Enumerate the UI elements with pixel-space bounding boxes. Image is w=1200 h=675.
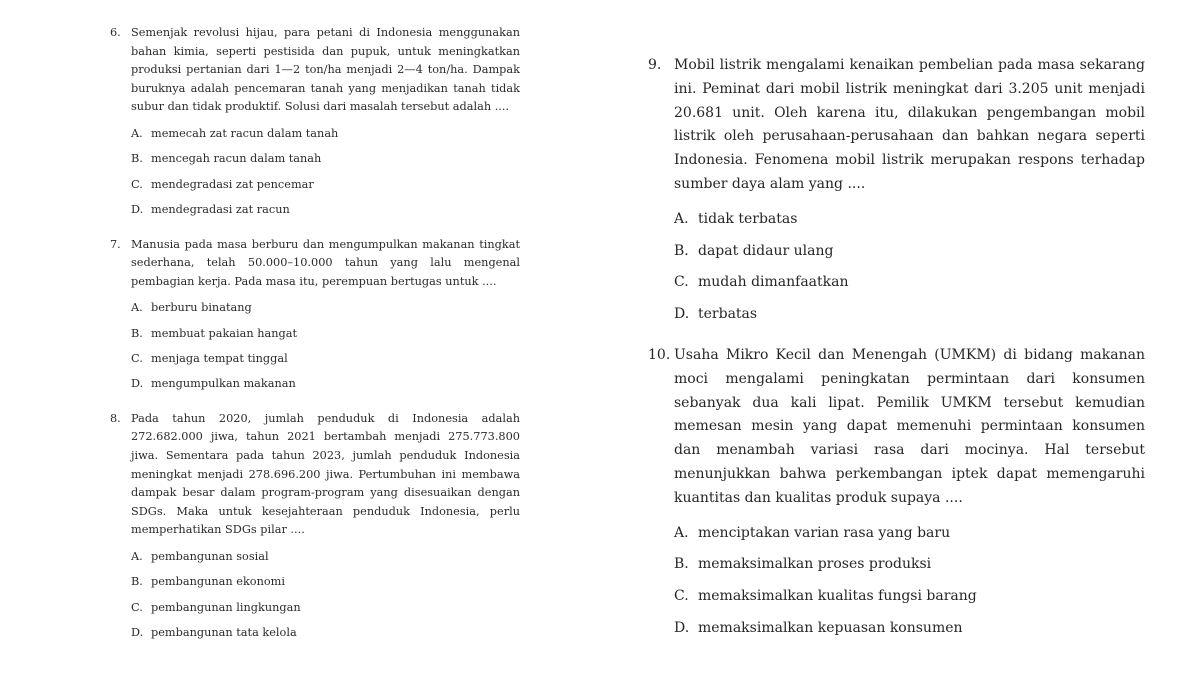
- option-text: pembangunan ekonomi: [151, 575, 285, 589]
- option-text: berburu binatang: [151, 301, 252, 315]
- option-b[interactable]: [674, 549, 1145, 581]
- option-text: pembangunan tata kelola: [151, 626, 297, 640]
- option-label: D.: [131, 377, 144, 391]
- option-label: D.: [674, 306, 690, 323]
- option-a[interactable]: [131, 121, 520, 146]
- option-b[interactable]: [131, 569, 520, 594]
- option-d[interactable]: [131, 620, 520, 645]
- question-stem: [648, 54, 1145, 197]
- option-text: dapat didaur ulang: [698, 242, 834, 259]
- question-6: [110, 24, 520, 223]
- option-c[interactable]: [674, 581, 1145, 613]
- option-text: memaksimalkan kepuasan konsumen: [698, 619, 963, 636]
- question-10: [648, 344, 1145, 645]
- option-label: C.: [131, 352, 143, 366]
- option-d[interactable]: [131, 371, 520, 396]
- option-label: D.: [131, 203, 144, 217]
- option-label: A.: [131, 126, 143, 140]
- question-stem: [110, 236, 520, 292]
- option-b[interactable]: [131, 321, 520, 346]
- option-text: mengumpulkan makanan: [151, 377, 296, 391]
- option-d[interactable]: [674, 613, 1145, 645]
- question-number: 8.: [110, 411, 121, 425]
- option-c[interactable]: [131, 595, 520, 620]
- answer-options: [131, 544, 520, 646]
- option-label: D.: [131, 626, 144, 640]
- option-label: A.: [674, 210, 689, 227]
- question-7: [110, 236, 520, 397]
- answer-options: [674, 204, 1145, 331]
- option-label: C.: [131, 600, 143, 614]
- option-text: mendegradasi zat pencemar: [151, 177, 314, 191]
- option-a[interactable]: [674, 518, 1145, 550]
- option-text: memecah zat racun dalam tanah: [151, 126, 339, 140]
- question-number: 10.: [648, 346, 671, 363]
- option-text: menciptakan varian rasa yang baru: [698, 524, 951, 541]
- option-text: terbatas: [698, 306, 758, 323]
- question-text: Pada tahun 2020, jumlah penduduk di Indonesia adalah 272.682.000 jiwa, tahun 2021 bertambah menjadi 275.773.800 jiwa. Sementara pada tahun 2023, jumlah penduduk Indonesia meningkat menjadi 278.696.200 jiwa. Pertumbuhan ini membawa dampak besar dalam program-program yang disesuaikan dengan SDGs. Maka untuk kesejahteraan penduduk Indonesia, perlu memperhatikan SDGs pilar ....: [131, 411, 520, 537]
- option-text: membuat pakaian hangat: [151, 326, 298, 340]
- option-d[interactable]: [131, 197, 520, 222]
- question-text: Usaha Mikro Kecil dan Menengah (UMKM) di bidang makanan moci mengalami peningkatan permintaan dari konsumen sebanyak dua kali lipat. Pemilik UMKM tersebut kemudian memesan mesin yang dapat memenuhi permintaan konsumen dan menambah variasi rasa dari mocinya. Hal tersebut menunjukkan bahwa perkembangan iptek dapat memengaruhi kuantitas dan kualitas produk supaya ....: [674, 346, 1145, 506]
- option-text: pembangunan sosial: [151, 550, 269, 564]
- option-d[interactable]: [674, 299, 1145, 331]
- option-text: pembangunan lingkungan: [151, 600, 301, 614]
- question-stem: [110, 410, 520, 540]
- option-text: memaksimalkan proses produksi: [698, 556, 932, 573]
- question-text: Mobil listrik mengalami kenaikan pembelian pada masa sekarang ini. Peminat dari mobil listrik meningkat dari 3.205 unit menjadi 20.681 unit. Oleh karena itu, dilakukan pengembangan mobil listrik oleh perusahaan-perusahaan dan bahkan negara seperti Indonesia. Fenomena mobil listrik merupakan respons terhadap sumber daya alam yang ....: [674, 57, 1145, 192]
- question-stem: [110, 24, 520, 117]
- option-c[interactable]: [674, 267, 1145, 299]
- question-text: Semenjak revolusi hijau, para petani di Indonesia menggunakan bahan kimia, seperti pestisida dan pupuk, untuk meningkatkan produksi pertanian dari 1—2 ton/ha menjadi 2—4 ton/ha. Dampak buruknya adalah pencemaran tanah yang menjadikan tanah tidak subur dan tidak produktif. Solusi dari masalah tersebut adalah ....: [131, 26, 520, 114]
- option-a[interactable]: [131, 295, 520, 320]
- question-number: 9.: [648, 57, 662, 73]
- option-label: B.: [674, 242, 689, 259]
- option-b[interactable]: [131, 146, 520, 171]
- option-label: D.: [674, 619, 690, 636]
- option-label: B.: [131, 326, 143, 340]
- option-text: mendegradasi zat racun: [151, 203, 290, 217]
- question-stem: [648, 344, 1145, 511]
- question-number: 7.: [110, 237, 121, 251]
- question-9: [648, 54, 1145, 331]
- option-text: mudah dimanfaatkan: [698, 274, 849, 291]
- option-label: A.: [674, 524, 689, 541]
- option-a[interactable]: [131, 544, 520, 569]
- option-label: B.: [131, 152, 143, 166]
- answer-options: [131, 121, 520, 223]
- option-label: A.: [131, 301, 143, 315]
- option-label: C.: [674, 588, 689, 605]
- option-label: C.: [674, 274, 689, 291]
- answer-options: [674, 518, 1145, 645]
- option-label: C.: [131, 177, 143, 191]
- option-c[interactable]: [131, 346, 520, 371]
- question-number: 6.: [110, 26, 121, 39]
- option-text: menjaga tempat tinggal: [151, 352, 288, 366]
- right-column: [648, 54, 1145, 645]
- answer-options: [131, 295, 520, 397]
- option-b[interactable]: [674, 236, 1145, 268]
- question-8: [110, 410, 520, 646]
- option-label: B.: [674, 556, 689, 573]
- left-column: [110, 24, 520, 646]
- option-label: A.: [131, 550, 143, 564]
- question-text: Manusia pada masa berburu dan mengumpulkan makanan tingkat sederhana, telah 50.000–10.000 tahun yang lalu mengenal pembagian kerja. Pada masa itu, perempuan bertugas untuk ....: [131, 237, 520, 288]
- option-text: memaksimalkan kualitas fungsi barang: [698, 588, 977, 605]
- option-a[interactable]: [674, 204, 1145, 236]
- option-text: mencegah racun dalam tanah: [151, 152, 322, 166]
- option-text: tidak terbatas: [698, 210, 798, 227]
- option-label: B.: [131, 575, 143, 589]
- option-c[interactable]: [131, 172, 520, 197]
